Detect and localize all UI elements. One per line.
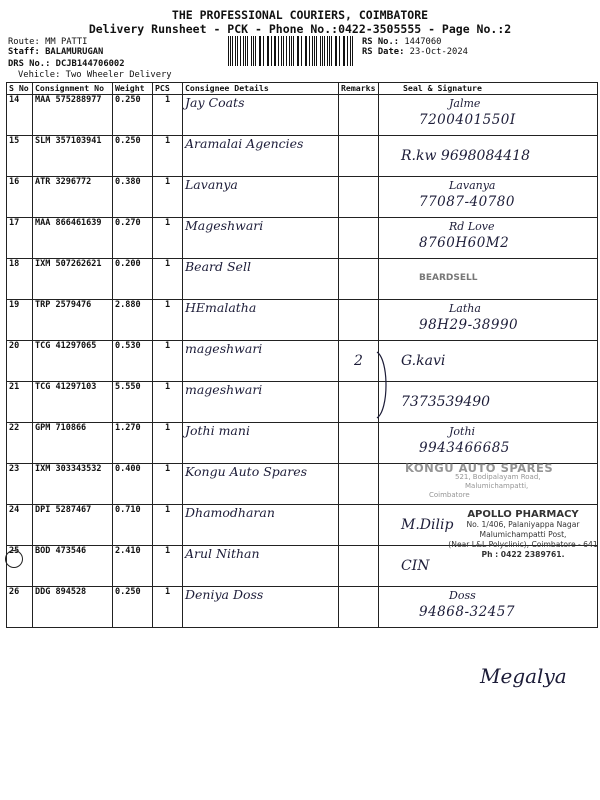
signature-phone: 98H29-38990 bbox=[419, 317, 519, 333]
page-title: THE PROFESSIONAL COURIERS, COIMBATORE bbox=[171, 8, 429, 22]
weight-value: 0.270 bbox=[113, 218, 153, 259]
barcode-bar bbox=[327, 36, 328, 66]
barcode-bar bbox=[305, 36, 306, 66]
signature-cell bbox=[379, 341, 598, 382]
rs-no-label: RS No.: bbox=[362, 37, 400, 47]
serial-number: 16 bbox=[7, 177, 33, 218]
kongu-stamp-line4: Coimbatore bbox=[429, 491, 470, 499]
rs-date-row bbox=[362, 47, 468, 57]
barcode-bar bbox=[268, 36, 269, 66]
apollo-pharmacy-stamp bbox=[446, 510, 600, 570]
pcs-value: 1 bbox=[153, 546, 183, 587]
serial-number: 23 bbox=[7, 464, 33, 505]
remarks-cell: 2 bbox=[339, 341, 379, 382]
barcode-bar bbox=[281, 36, 282, 66]
consignee-name: Jay Coats bbox=[183, 95, 339, 136]
barcode-bar bbox=[283, 36, 284, 66]
signature-phone: 8760H60M2 bbox=[419, 235, 510, 251]
pcs-value: 1 bbox=[153, 177, 183, 218]
table-row bbox=[7, 382, 598, 423]
table-row bbox=[7, 136, 598, 177]
signature-phone: 9943466685 bbox=[419, 440, 510, 456]
remarks-bracket-mark bbox=[373, 350, 393, 420]
signature-phone: BEARDSELL bbox=[419, 273, 478, 283]
consignment-number: GPM 710866 bbox=[33, 423, 113, 464]
drs-label: DRS No.: bbox=[8, 59, 51, 69]
signature-phone: 77087-40780 bbox=[419, 194, 515, 210]
remarks-cell bbox=[339, 95, 379, 136]
signature-name: Lavanya bbox=[449, 179, 496, 192]
signature-phone: CIN bbox=[401, 558, 430, 574]
weight-value: 0.250 bbox=[113, 136, 153, 177]
apollo-stamp-line3: Malumichampatti Post, bbox=[479, 530, 567, 539]
pcs-value: 1 bbox=[153, 136, 183, 177]
route-text: Route: MM PATTI bbox=[8, 37, 88, 47]
pcs-value: 1 bbox=[153, 341, 183, 382]
consignee-name: mageshwari bbox=[183, 341, 339, 382]
weight-value: 2.410 bbox=[113, 546, 153, 587]
weight-value: 0.200 bbox=[113, 259, 153, 300]
serial-number: 21 bbox=[7, 382, 33, 423]
remarks-cell bbox=[339, 546, 379, 587]
drs-row bbox=[8, 59, 125, 69]
col-weight: Weight bbox=[113, 83, 153, 95]
consignment-number: DPI 5287467 bbox=[33, 505, 113, 546]
table-header-row bbox=[7, 83, 598, 95]
apollo-stamp-line4: (Near L&L Polyclinic), Coimbatore - 641 bbox=[448, 540, 598, 549]
pcs-value: 1 bbox=[153, 423, 183, 464]
consignee-name: HEmalatha bbox=[183, 300, 339, 341]
consignment-number: SLM 357103941 bbox=[33, 136, 113, 177]
consignment-number: TCG 41297065 bbox=[33, 341, 113, 382]
barcode-bar bbox=[343, 36, 344, 66]
signature-phone: 94868-32457 bbox=[419, 604, 515, 620]
serial-number: 24 bbox=[7, 505, 33, 546]
staff-value: BALAMURUGAN bbox=[45, 47, 104, 57]
consignment-number: ATR 3296772 bbox=[33, 177, 113, 218]
row-25-circle-mark bbox=[5, 550, 23, 568]
remarks-cell bbox=[339, 259, 379, 300]
rs-no-value: 1447060 bbox=[404, 37, 442, 47]
col-remarks: Remarks bbox=[339, 83, 379, 95]
signature-name: Jothi bbox=[449, 425, 476, 438]
table-row bbox=[7, 341, 598, 382]
pcs-value: 1 bbox=[153, 259, 183, 300]
table-row bbox=[7, 177, 598, 218]
signature-name: Jalme bbox=[449, 97, 481, 110]
pcs-value: 1 bbox=[153, 300, 183, 341]
signature-cell bbox=[379, 382, 598, 423]
table-row bbox=[7, 95, 598, 136]
weight-value: 0.400 bbox=[113, 464, 153, 505]
consignment-number: TRP 2579476 bbox=[33, 300, 113, 341]
consignee-name: Beard Sell bbox=[183, 259, 339, 300]
consignee-name: mageshwari bbox=[183, 382, 339, 423]
barcode-bar bbox=[306, 36, 307, 66]
consignee-name: Aramalai Agencies bbox=[183, 136, 339, 177]
signature-cell bbox=[379, 136, 598, 177]
col-signature: Seal & Signature bbox=[379, 83, 598, 95]
barcode-bar bbox=[235, 36, 236, 66]
signature-cell bbox=[379, 587, 598, 628]
weight-value: 0.530 bbox=[113, 341, 153, 382]
rs-date-label: RS Date: bbox=[362, 47, 405, 57]
apollo-stamp-line2: No. 1/406, Palaniyappa Nagar bbox=[466, 520, 580, 529]
staff-label: Staff: bbox=[8, 47, 40, 57]
pcs-value: 1 bbox=[153, 464, 183, 505]
barcode bbox=[228, 36, 354, 66]
remarks-cell bbox=[339, 587, 379, 628]
weight-value: 2.880 bbox=[113, 300, 153, 341]
consignee-name: Mageshwari bbox=[183, 218, 339, 259]
barcode-bar bbox=[251, 36, 252, 66]
final-signature: Megalya bbox=[480, 664, 567, 688]
consignee-name: Lavanya bbox=[183, 177, 339, 218]
weight-value: 0.250 bbox=[113, 587, 153, 628]
staff-row bbox=[8, 47, 103, 57]
signature-phone: 7200401550I bbox=[419, 112, 516, 128]
serial-number: 15 bbox=[7, 136, 33, 177]
signature-phone: 7373539490 bbox=[401, 394, 491, 410]
signature-cell bbox=[379, 218, 598, 259]
remarks-cell bbox=[339, 177, 379, 218]
consignment-number: MAA 575288977 bbox=[33, 95, 113, 136]
consignment-number: IXM 507262621 bbox=[33, 259, 113, 300]
serial-number: 26 bbox=[7, 587, 33, 628]
barcode-bar bbox=[259, 36, 260, 66]
vehicle-text: Vehicle: Two Wheeler Delivery bbox=[18, 70, 172, 80]
consignment-number: DDG 894528 bbox=[33, 587, 113, 628]
signature-cell bbox=[379, 259, 598, 300]
rs-date-value: 23-Oct-2024 bbox=[409, 47, 468, 57]
barcode-bar bbox=[263, 36, 264, 66]
col-pcs: PCS bbox=[153, 83, 183, 95]
apollo-stamp-line5: Ph : 0422 2389761. bbox=[481, 550, 565, 559]
signature-phone: R.kw 9698084418 bbox=[401, 148, 530, 164]
apollo-stamp-line1: APOLLO PHARMACY bbox=[467, 509, 579, 520]
col-consignee: Consignee Details bbox=[183, 83, 339, 95]
barcode-bar bbox=[228, 36, 229, 66]
serial-number: 18 bbox=[7, 259, 33, 300]
barcode-bar bbox=[339, 36, 340, 66]
signature-name: Rd Love bbox=[449, 220, 495, 233]
consignee-name: Deniya Doss bbox=[183, 587, 339, 628]
remarks-cell bbox=[339, 300, 379, 341]
weight-value: 5.550 bbox=[113, 382, 153, 423]
signature-phone: M.Dilip bbox=[401, 517, 454, 533]
weight-value: 0.710 bbox=[113, 505, 153, 546]
signature-phone: G.kavi bbox=[401, 353, 446, 369]
signature-cell bbox=[379, 177, 598, 218]
table-row bbox=[7, 218, 598, 259]
remarks-cell bbox=[339, 464, 379, 505]
consignment-number: TCG 41297103 bbox=[33, 382, 113, 423]
signature-cell bbox=[379, 423, 598, 464]
page-subtitle: Delivery Runsheet - PCK - Phone No.:0422-3505555 - Page No.:2 bbox=[88, 22, 512, 36]
consignee-name: Jothi mani bbox=[183, 423, 339, 464]
pcs-value: 1 bbox=[153, 505, 183, 546]
pcs-value: 1 bbox=[153, 587, 183, 628]
remarks-cell bbox=[339, 505, 379, 546]
signature-name: Latha bbox=[449, 302, 481, 315]
pcs-value: 1 bbox=[153, 382, 183, 423]
kongu-stamp-line3: Malumichampatti, bbox=[465, 482, 529, 490]
consignee-name: Arul Nithan bbox=[183, 546, 339, 587]
barcode-bar bbox=[291, 36, 292, 66]
weight-value: 0.380 bbox=[113, 177, 153, 218]
drs-value: DCJB144706002 bbox=[55, 59, 125, 69]
signature-cell bbox=[379, 95, 598, 136]
weight-value: 0.250 bbox=[113, 95, 153, 136]
serial-number: 20 bbox=[7, 341, 33, 382]
barcode-bar bbox=[247, 36, 248, 66]
table-row bbox=[7, 587, 598, 628]
barcode-bar bbox=[298, 36, 299, 66]
barcode-bar bbox=[314, 36, 315, 66]
rs-no-row bbox=[362, 37, 441, 47]
serial-number: 19 bbox=[7, 300, 33, 341]
consignee-name: Dhamodharan bbox=[183, 505, 339, 546]
serial-number: 14 bbox=[7, 95, 33, 136]
remarks-cell bbox=[339, 218, 379, 259]
table-row bbox=[7, 259, 598, 300]
barcode-bar bbox=[240, 36, 241, 66]
barcode-bar bbox=[350, 36, 351, 66]
table-row bbox=[7, 300, 598, 341]
barcode-bar bbox=[275, 36, 276, 66]
remarks-cell bbox=[339, 423, 379, 464]
consignee-name: Kongu Auto Spares bbox=[183, 464, 339, 505]
barcode-bar bbox=[331, 36, 332, 66]
remarks-cell bbox=[339, 136, 379, 177]
table-row bbox=[7, 423, 598, 464]
col-consignment: Consignment No bbox=[33, 83, 113, 95]
kongu-stamp-line2: 521, Bodipalayam Road, bbox=[455, 473, 541, 481]
signature-cell bbox=[379, 300, 598, 341]
barcode-bar bbox=[320, 36, 321, 66]
consignment-number: MAA 866461639 bbox=[33, 218, 113, 259]
consignment-number: IXM 303343532 bbox=[33, 464, 113, 505]
consignment-number: BOD 473546 bbox=[33, 546, 113, 587]
serial-number: 22 bbox=[7, 423, 33, 464]
serial-number: 25 bbox=[7, 546, 33, 587]
kongu-auto-spares-stamp bbox=[405, 461, 595, 508]
pcs-value: 1 bbox=[153, 95, 183, 136]
weight-value: 1.270 bbox=[113, 423, 153, 464]
pcs-value: 1 bbox=[153, 218, 183, 259]
kongu-stamp-line1: KONGU AUTO SPARES bbox=[405, 461, 554, 475]
signature-name: Doss bbox=[449, 589, 476, 602]
serial-number: 17 bbox=[7, 218, 33, 259]
col-sno: S No bbox=[7, 83, 33, 95]
